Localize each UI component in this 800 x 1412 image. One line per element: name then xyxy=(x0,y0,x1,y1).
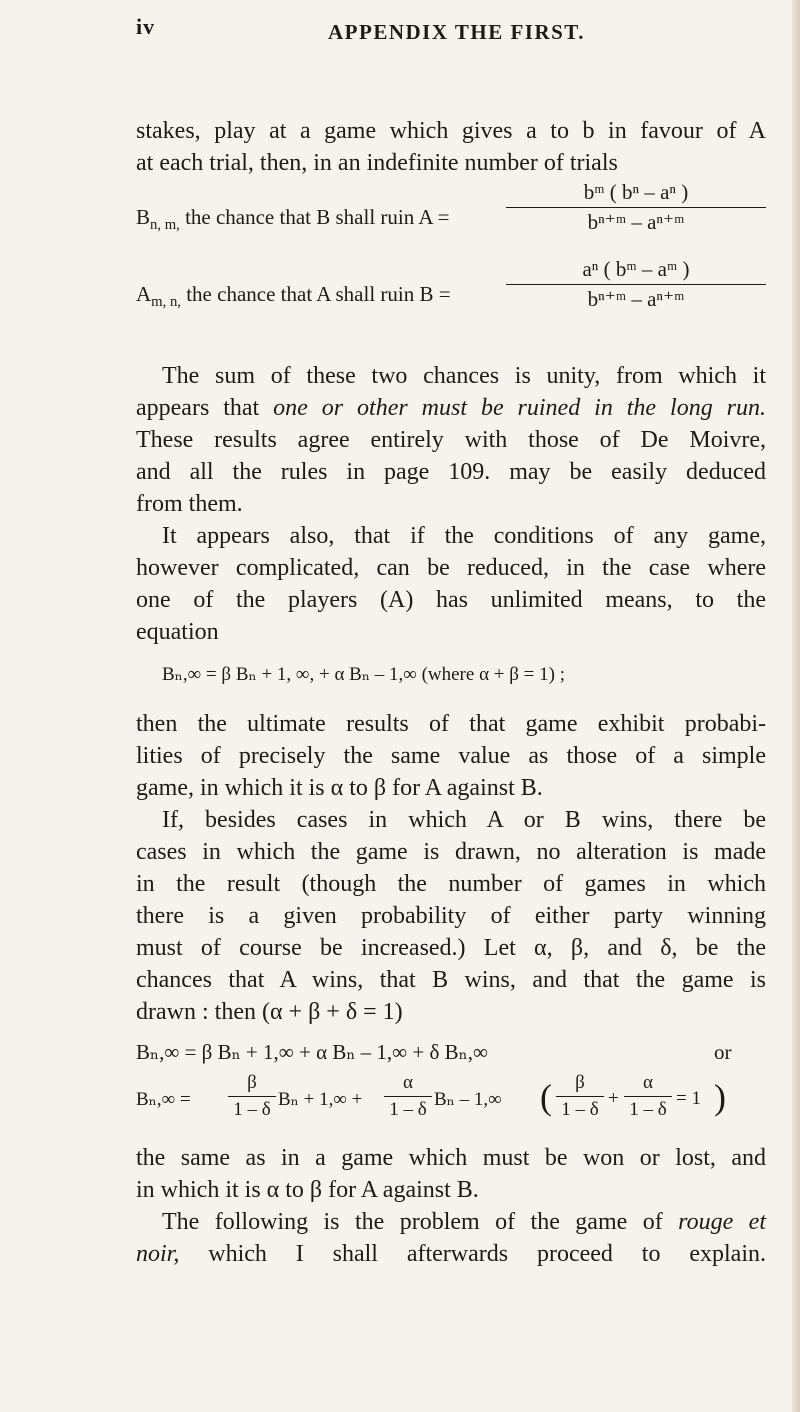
para7-line2 xyxy=(136,1238,766,1270)
formula5-frac4-bar xyxy=(624,1096,672,1097)
formula2-bar xyxy=(506,284,766,285)
formula2-denominator: bⁿ⁺ᵐ – aⁿ⁺ᵐ xyxy=(587,287,685,311)
para6-line1: the same as in a game which must be won or lost, and xyxy=(136,1145,766,1171)
formula1-sub: n, m, xyxy=(150,217,180,234)
para5-line6: chances that A wins, that B wins, and that the game is xyxy=(136,967,766,993)
para5-line3: in the result (though the number of games in which xyxy=(136,871,766,897)
para3-line4: equation xyxy=(136,619,219,645)
para2-line5: from them. xyxy=(136,491,243,517)
formula1-denominator: bⁿ⁺ᵐ – aⁿ⁺ᵐ xyxy=(587,210,685,234)
formula5-term1: Bₙ + 1,∞ + xyxy=(278,1089,363,1110)
formula5-term2: Bₙ – 1,∞ xyxy=(434,1089,502,1110)
formula5-frac4-den: 1 – δ xyxy=(629,1099,667,1120)
formula5-frac1 xyxy=(228,1072,276,1121)
formula5-frac3 xyxy=(556,1072,604,1121)
para2-line2 xyxy=(136,392,766,424)
para7-line2a: noir, xyxy=(136,1241,180,1267)
para7-line1 xyxy=(136,1206,766,1238)
formula5-eq-one: = 1 xyxy=(676,1088,701,1109)
para5-line1: If, besides cases in which A or B wins, there be xyxy=(162,807,766,833)
running-head: APPENDIX THE FIRST. xyxy=(328,20,586,44)
para1-line1: stakes, play at a game which gives a to b in favour of A xyxy=(136,118,766,144)
formula3: Bₙ,∞ = β Bₙ + 1, ∞, + α Bₙ – 1,∞ (where α + β = 1) ; xyxy=(162,664,565,685)
formula1-lhs xyxy=(136,205,449,234)
para2-line2a: appears that xyxy=(136,395,274,421)
formula5-frac3-den: 1 – δ xyxy=(561,1099,599,1120)
formula5-frac1-num: β xyxy=(247,1072,257,1093)
formula5-paren-close: ) xyxy=(714,1077,726,1117)
formula1-fraction xyxy=(506,180,766,235)
para2-line4: and all the rules in page 109. may be easily deduced xyxy=(136,459,766,485)
formula2-text: the chance that A shall ruin B = xyxy=(186,282,451,306)
formula1-text: the chance that B shall ruin A = xyxy=(185,205,450,229)
para5-line5: must of course be increased.) Let α, β, and δ, be the xyxy=(136,935,766,961)
para6-line2: in which it is α to β for A against B. xyxy=(136,1177,479,1203)
para4-line3: game, in which it is α to β for A against B. xyxy=(136,775,543,801)
formula5-frac2-den: 1 – δ xyxy=(389,1099,427,1120)
para2-line1: The sum of these two chances is unity, from which it xyxy=(162,363,766,389)
formula5-frac2-num: α xyxy=(403,1072,413,1093)
formula2-sub: m, n, xyxy=(151,294,181,311)
formula5-plus: + xyxy=(608,1088,619,1109)
para5-line7: drawn : then (α + β + δ = 1) xyxy=(136,999,403,1025)
para5-line4: there is a given probability of either party winning xyxy=(136,903,766,929)
para2-line3: These results agree entirely with those of De Moivre, xyxy=(136,427,766,453)
formula1-bar xyxy=(506,207,766,208)
para2-line2b: one or other must be ruined in the long run. xyxy=(273,395,766,421)
formula1-label: B xyxy=(136,205,151,229)
para5-line2: cases in which the game is drawn, no alteration is made xyxy=(136,839,766,865)
page-edge-shadow xyxy=(792,0,800,1412)
para7-line1b: rouge et xyxy=(678,1209,766,1235)
formula5-frac2-bar xyxy=(384,1096,432,1097)
formula4-or: or xyxy=(714,1040,732,1064)
formula5-frac1-bar xyxy=(228,1096,276,1097)
formula4: Bₙ,∞ = β Bₙ + 1,∞ + α Bₙ – 1,∞ + δ Bₙ,∞ xyxy=(136,1040,488,1064)
formula5-lhs: Bₙ,∞ = xyxy=(136,1089,191,1110)
formula5-frac4 xyxy=(624,1072,672,1121)
para4-line2: lities of precisely the same value as those of a simple xyxy=(136,743,766,769)
para7-line2b: which I shall afterwards proceed to explain. xyxy=(179,1241,766,1267)
formula5-paren-open: ( xyxy=(540,1077,552,1117)
para3-line1: It appears also, that if the conditions of any game, xyxy=(162,523,766,549)
formula2-numerator: aⁿ ( bᵐ – aᵐ ) xyxy=(582,257,690,281)
para7-line1a: The following is the problem of the game of xyxy=(162,1209,679,1235)
formula5-frac4-num: α xyxy=(643,1072,653,1093)
formula2-lhs xyxy=(136,282,451,311)
para3-line3: one of the players (A) has unlimited means, to the xyxy=(136,587,766,613)
page-number: iv xyxy=(136,14,156,39)
formula5-frac1-den: 1 – δ xyxy=(233,1099,271,1120)
formula5-frac3-bar xyxy=(556,1096,604,1097)
formula5-frac2 xyxy=(384,1072,432,1121)
para1-line2: at each trial, then, in an indefinite number of trials xyxy=(136,150,618,176)
para3-line2: however complicated, can be reduced, in the case where xyxy=(136,555,766,581)
para4-line1: then the ultimate results of that game exhibit probabi- xyxy=(136,711,766,737)
formula2-label: A xyxy=(136,282,152,306)
formula2-fraction xyxy=(506,257,766,312)
formula1-numerator: bᵐ ( bⁿ – aⁿ ) xyxy=(583,180,689,204)
formula5-frac3-num: β xyxy=(575,1072,585,1093)
